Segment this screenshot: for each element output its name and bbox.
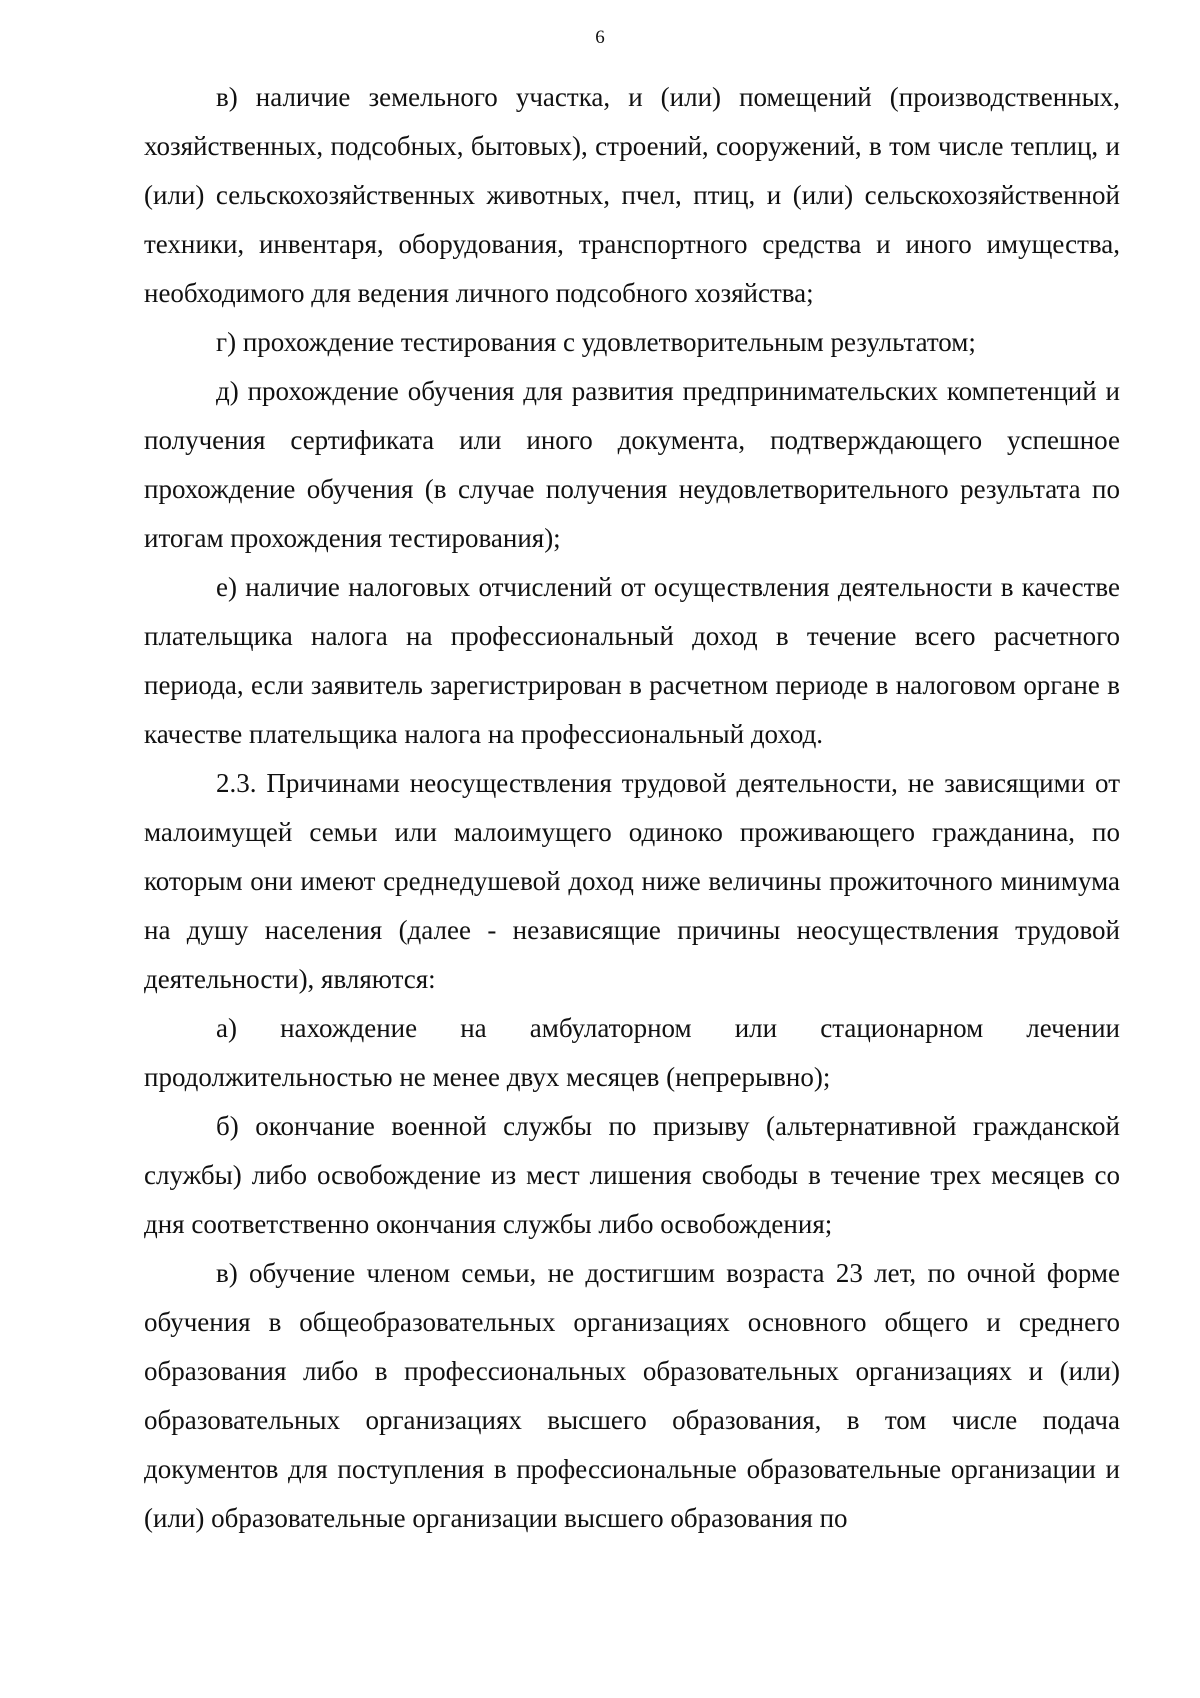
- paragraph-g-testing: г) прохождение тестирования с удовлетворительным результатом;: [216, 327, 976, 357]
- paragraph-e-tax-deductions: е) наличие налоговых отчислений от осуществления деятельности в качестве плательщика налога на профессиональный доход в течение всего расчетного периода, если заявитель зарегистрирован в расчетном периоде в налоговом органе в качестве плательщика налога на профессиональный доход.: [144, 572, 1120, 749]
- paragraph-b-military-service: б) окончание военной службы по призыву (альтернативной гражданской службы) либо освобождение из мест лишения свободы в течение трех месяцев со дня соответственно окончания службы либо освобождения;: [144, 1111, 1120, 1239]
- paragraph-a-treatment: а) нахождение на амбулаторном или стационарном лечении продолжительностью не менее двух месяцев (непрерывно);: [144, 1013, 1120, 1092]
- paragraph-d-training: д) прохождение обучения для развития предпринимательских компетенций и получения сертификата или иного документа, подтверждающего успешное прохождение обучения (в случае получения неудовлетворительного результата по итогам прохождения тестирования);: [144, 376, 1120, 553]
- document-body: [144, 73, 1120, 1543]
- page-number: 6: [595, 27, 605, 48]
- paragraph-v-education: в) обучение членом семьи, не достигшим возраста 23 лет, по очной форме обучения в общеобразовательных организациях основного общего и среднего образования либо в профессиональных образовательных организациях и (или) образовательных организациях высшего образования, в том числе подача документов для поступления в профессиональные образовательные организации и (или) образовательные организации высшего образования по: [144, 1258, 1120, 1533]
- paragraph-2-3-reasons: 2.3. Причинами неосуществления трудовой деятельности, не зависящими от малоимущей семьи или малоимущего одиноко проживающего гражданина, по которым они имеют среднедушевой доход ниже величины прожиточного минимума на душу населения (далее - независящие причины неосуществления трудовой деятельности), являются:: [144, 768, 1120, 994]
- paragraph-v-land-plot: в) наличие земельного участка, и (или) помещений (производственных, хозяйственных, подсобных, бытовых), строений, сооружений, в том числе теплиц, и (или) сельскохозяйственных животных, пчел, птиц, и (или) сельскохозяйственной техники, инвентаря, оборудования, транспортного средства и иного имущества, необходимого для ведения личного подсобного хозяйства;: [144, 82, 1120, 308]
